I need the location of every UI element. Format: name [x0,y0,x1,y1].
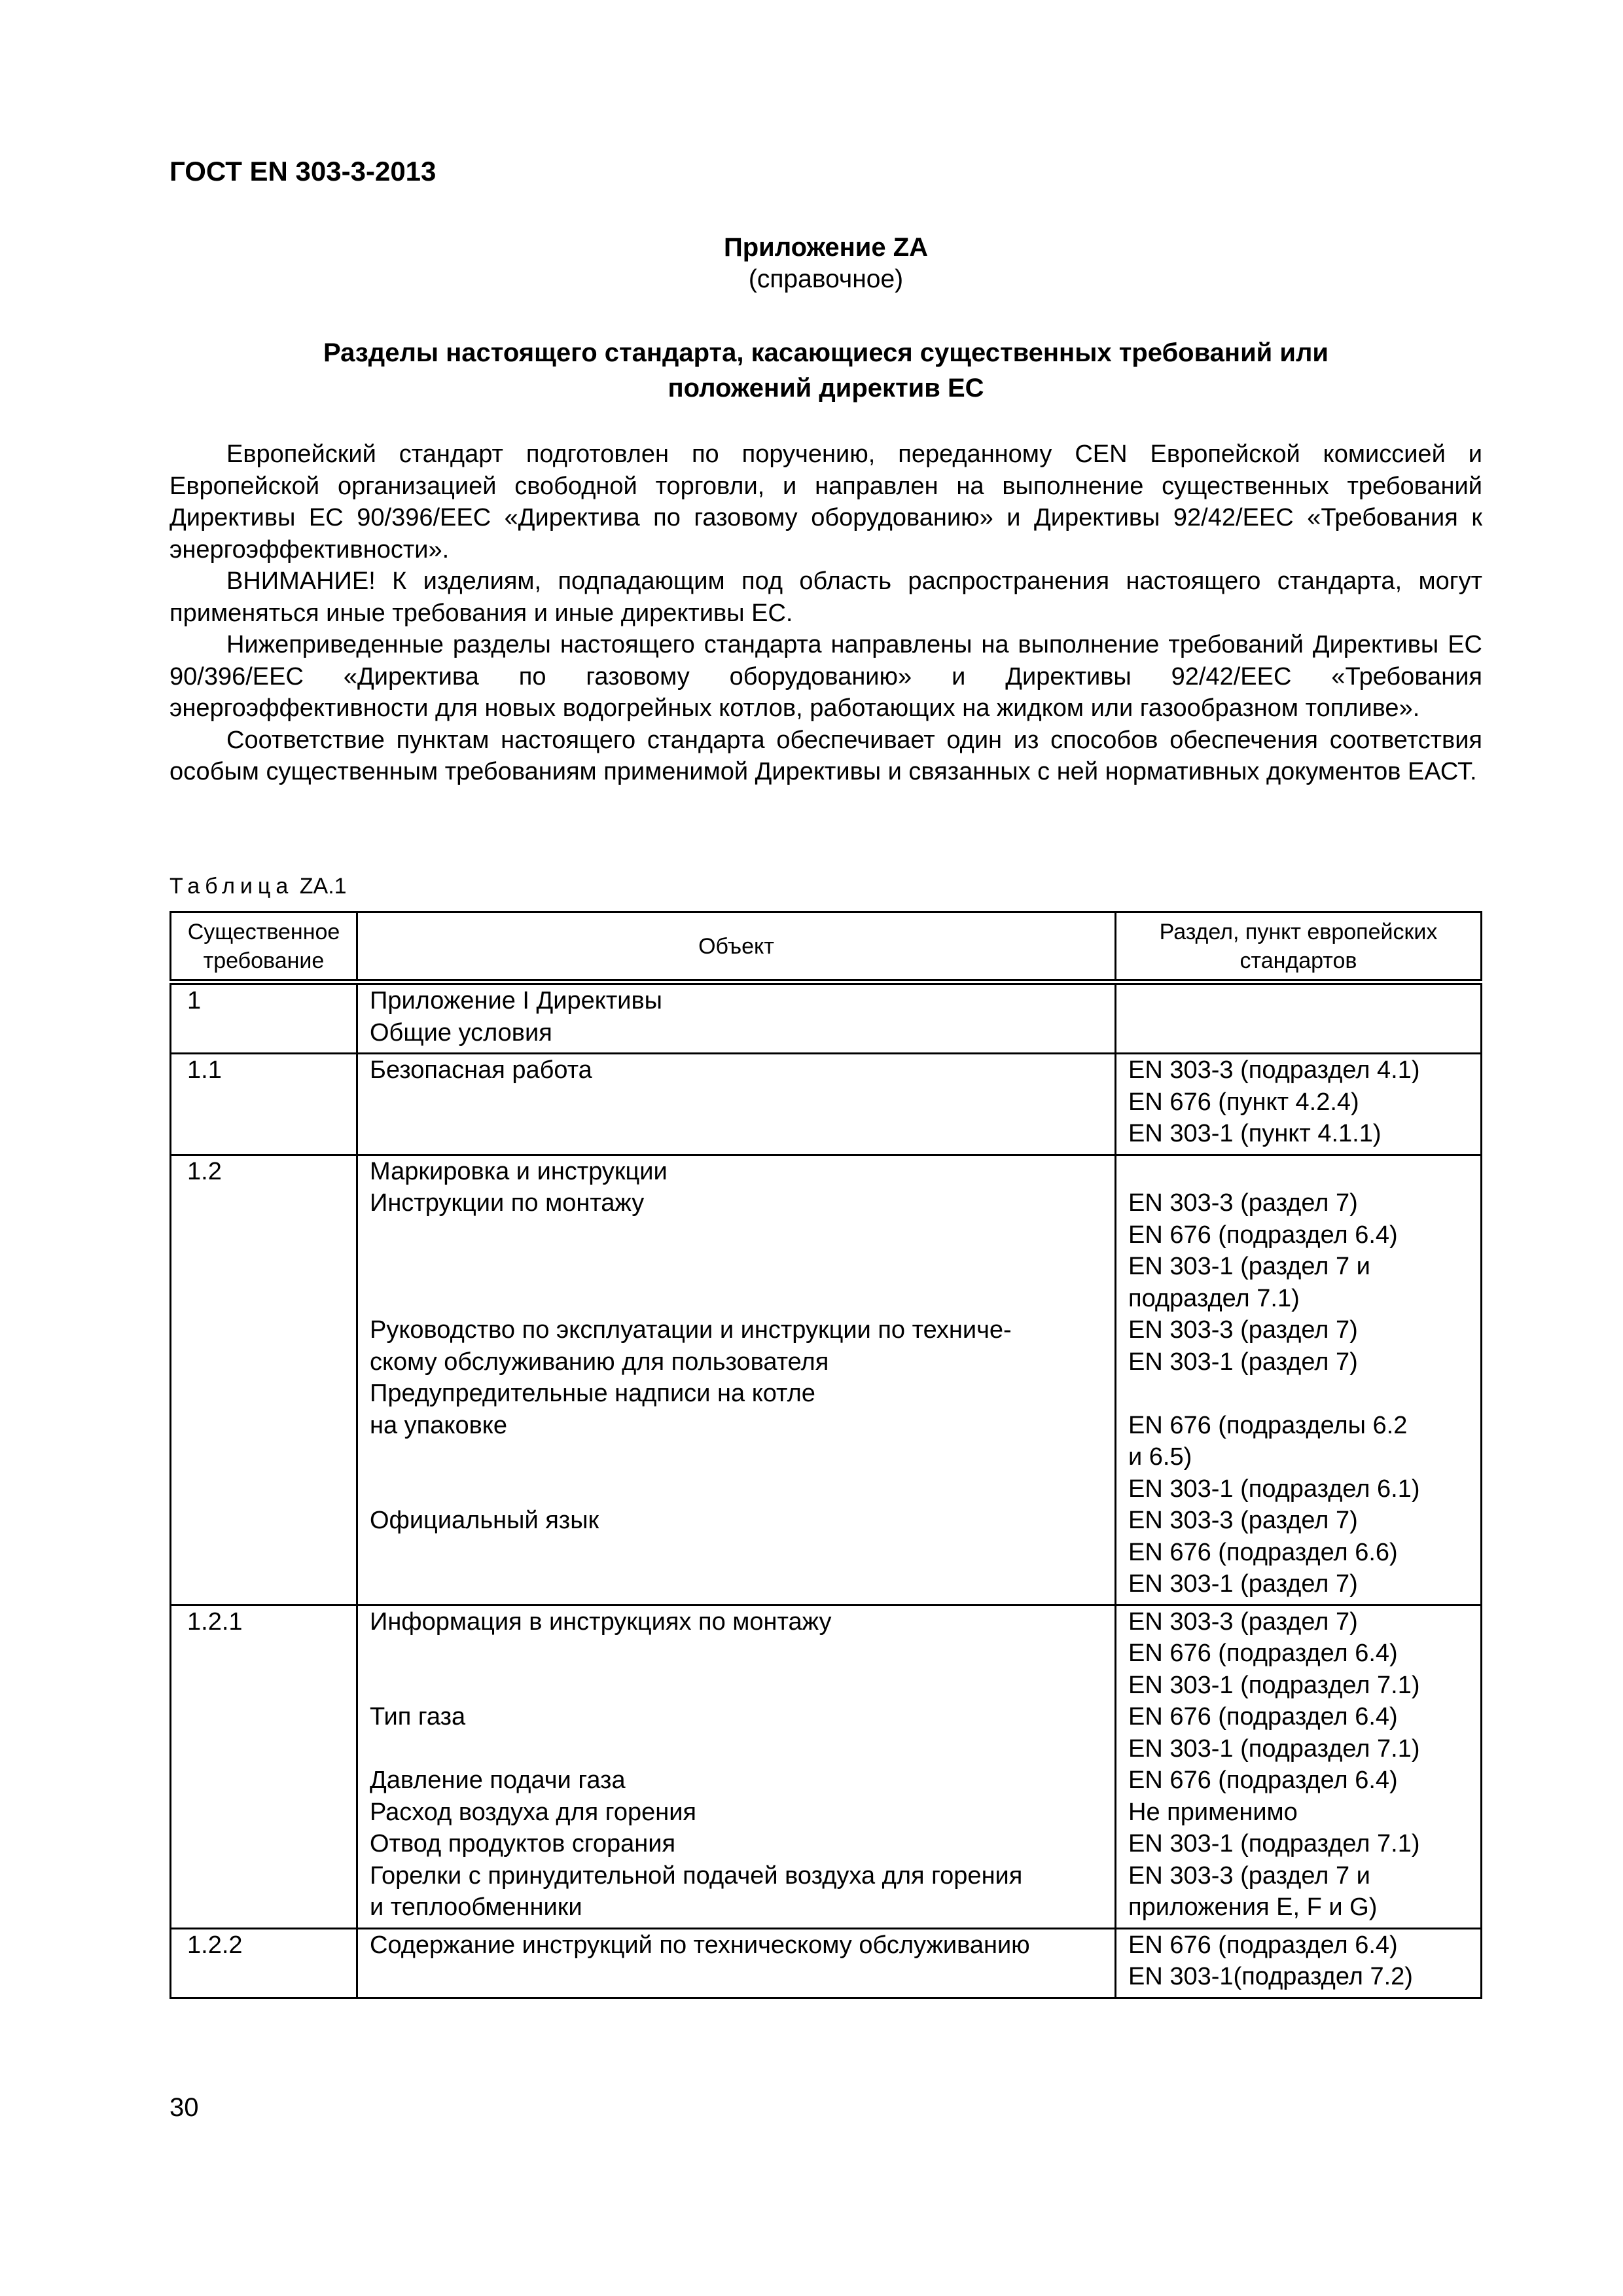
table-body [171,982,1482,1998]
annex-type: (справочное) [748,265,904,293]
reference-line [1128,1378,1469,1410]
reference-line: EN 303-1 (подраздел 7.1) [1128,1734,1420,1763]
object-line: Общие условия [370,1018,552,1047]
references-cell [1116,1155,1482,1605]
references-cell [1116,1605,1482,1928]
object-line: Тип газа [370,1703,466,1731]
table-header-row [171,912,1482,982]
reference-line: EN 676 (подраздел 6.4) [1128,1640,1398,1667]
annex-title: Приложение ZA [723,233,929,262]
requirement-number: 1.2.2 [187,1931,243,1959]
reference-line: EN 676 (подраздел 6.6) [1128,1538,1398,1566]
table-row [171,1605,1482,1928]
reference-line [1128,1017,1469,1049]
reference-line: EN 303-1 (подраздел 7.1) [1128,1671,1420,1699]
reference-line: подраздел 7.1) [1128,1284,1300,1312]
paragraph: Нижеприведенные разделы настоящего стандарта направлены на выполнение требований Директивы ЕС 90/396/EEC «Директива по газовому оборудованию» и Директивы 92/42/EEC «Требования энергоэффективности для новых водогрейных котлов, работающих на жидком или газообразном топливе». [169,631,1482,722]
header-references: Раздел, пункт европейских стандартов [1116,912,1482,982]
paragraph: Соответствие пунктам настоящего стандарта обеспечивает один из способов обеспечения соответствия особым существенным требованиям применимой Директивы и связанных с ней нормативных документов ЕАСТ. [169,726,1482,785]
header-object: Объект [357,912,1116,982]
requirement-cell [171,1928,357,1998]
object-cell [357,1605,1116,1928]
reference-line: и 6.5) [1128,1443,1192,1471]
section-title-line: положений директив ЕС [668,374,984,403]
reference-line: EN 303-1 (раздел 7) [1128,1570,1358,1598]
object-line [370,1638,1103,1670]
requirement-number: 1.1 [187,1056,222,1084]
requirement-cell [171,1155,357,1605]
reference-line: EN 303-1 (раздел 7) [1128,1348,1358,1376]
reference-line: EN 303-3 (раздел 7 и [1128,1861,1370,1890]
table-caption [169,874,347,899]
object-line: на упаковке [370,1411,507,1439]
paragraph: ВНИМАНИЕ! К изделиям, подпадающим под область распространения настоящего стандарта, могут применяться иные требования и иные директивы ЕС. [169,567,1482,627]
reference-line: EN 676 (подраздел 6.4) [1128,1931,1398,1959]
object-line [370,1961,1103,1993]
object-line: Приложение I Директивы [370,987,662,1014]
reference-line: EN 303-1 (подраздел 7.1) [1128,1830,1420,1857]
reference-line: EN 676 (подраздел 6.4) [1128,1221,1398,1249]
reference-line: EN 676 (подраздел 6.4) [1128,1703,1398,1731]
requirement-number: 1 [187,987,202,1014]
object-cell [357,1155,1116,1605]
table-caption-word: Таблица [169,874,294,899]
requirement-number: 1.2 [187,1157,222,1185]
references-cell [1116,1054,1482,1155]
object-line: Безопасная работа [370,1056,592,1084]
reference-line: EN 303-1 (пункт 4.1.1) [1128,1120,1382,1147]
body-text [169,439,1482,788]
reference-line: EN 303-1 (подраздел 6.1) [1128,1475,1420,1503]
section-title [169,335,1482,406]
object-line [370,1670,1103,1702]
reference-line: EN 303-1 (раздел 7 и [1128,1253,1370,1280]
reference-line: EN 676 (подраздел 6.4) [1128,1767,1398,1794]
requirement-cell [171,1605,357,1928]
object-line: Расход воздуха для горения [370,1798,697,1826]
table-row [171,1054,1482,1155]
reference-line: Не применимо [1128,1798,1298,1826]
object-line: Руководство по эксплуатации и инструкции по техниче- [370,1316,1012,1344]
requirements-table [169,911,1482,1999]
reference-line [1128,985,1469,1017]
object-cell [357,1054,1116,1155]
object-line: Маркировка и инструкции [370,1157,668,1185]
requirement-cell [171,1054,357,1155]
reference-line: EN 303-1(подраздел 7.2) [1128,1963,1413,1990]
table-row [171,982,1482,1054]
object-line [370,1537,1103,1569]
object-line: скому обслуживанию для пользователя [370,1348,829,1376]
reference-line: приложения E, F и G) [1128,1893,1378,1921]
object-line: Инструкции по монтажу [370,1189,645,1217]
reference-line: EN 303-3 (раздел 7) [1128,1316,1358,1344]
object-line [370,1251,1103,1283]
object-line: Отвод продуктов сгорания [370,1830,676,1857]
object-cell [357,982,1116,1054]
header-requirement: Существенное требование [171,912,357,982]
requirement-cell [171,982,357,1054]
object-line: Горелки с принудительной подачей воздуха для горения [370,1861,1023,1890]
reference-line: EN 676 (подразделы 6.2 [1128,1411,1408,1439]
object-line [370,1441,1103,1473]
object-line: и теплообменники [370,1893,582,1921]
object-line [370,1473,1103,1505]
table-row [171,1928,1482,1998]
document-code: ГОСТ EN 303-3-2013 [169,156,437,187]
object-line [370,1118,1103,1150]
reference-line: EN 303-3 (раздел 7) [1128,1607,1358,1636]
object-line: Официальный язык [370,1507,599,1534]
reference-line: EN 303-3 (раздел 7) [1128,1507,1358,1534]
object-line [370,1219,1103,1251]
references-cell [1116,982,1482,1054]
section-title-line: Разделы настоящего стандарта, касающиеся существенных требований или [323,338,1329,367]
reference-line: EN 676 (пункт 4.2.4) [1128,1088,1359,1116]
object-line [370,1086,1103,1119]
references-cell [1116,1928,1482,1998]
object-line [370,1568,1103,1600]
reference-line: EN 303-3 (подраздел 4.1) [1128,1056,1420,1084]
reference-line: EN 303-3 (раздел 7) [1128,1189,1358,1217]
table-row [171,1155,1482,1605]
object-line [370,1283,1103,1315]
object-line: Давление подачи газа [370,1767,626,1794]
object-line [370,1733,1103,1765]
reference-line [1128,1156,1469,1188]
object-line: Информация в инструкциях по монтажу [370,1607,832,1636]
page-number: 30 [169,2093,199,2122]
object-cell [357,1928,1116,1998]
table-caption-id: ZA.1 [299,874,347,899]
object-line: Содержание инструкций по техническому обслуживанию [370,1931,1030,1959]
object-line: Предупредительные надписи на котле [370,1380,815,1407]
paragraph: Европейский стандарт подготовлен по поручению, переданному CEN Европейской комиссией и Европейской организацией свободной торговли, и направлен на выполнение существенных требований Директивы ЕС 90/396/EEC «Директива по газовому оборудованию» и Директивы 92/42/EEC «Требования к энергоэффективности». [169,440,1482,564]
requirement-number: 1.2.1 [187,1607,243,1636]
